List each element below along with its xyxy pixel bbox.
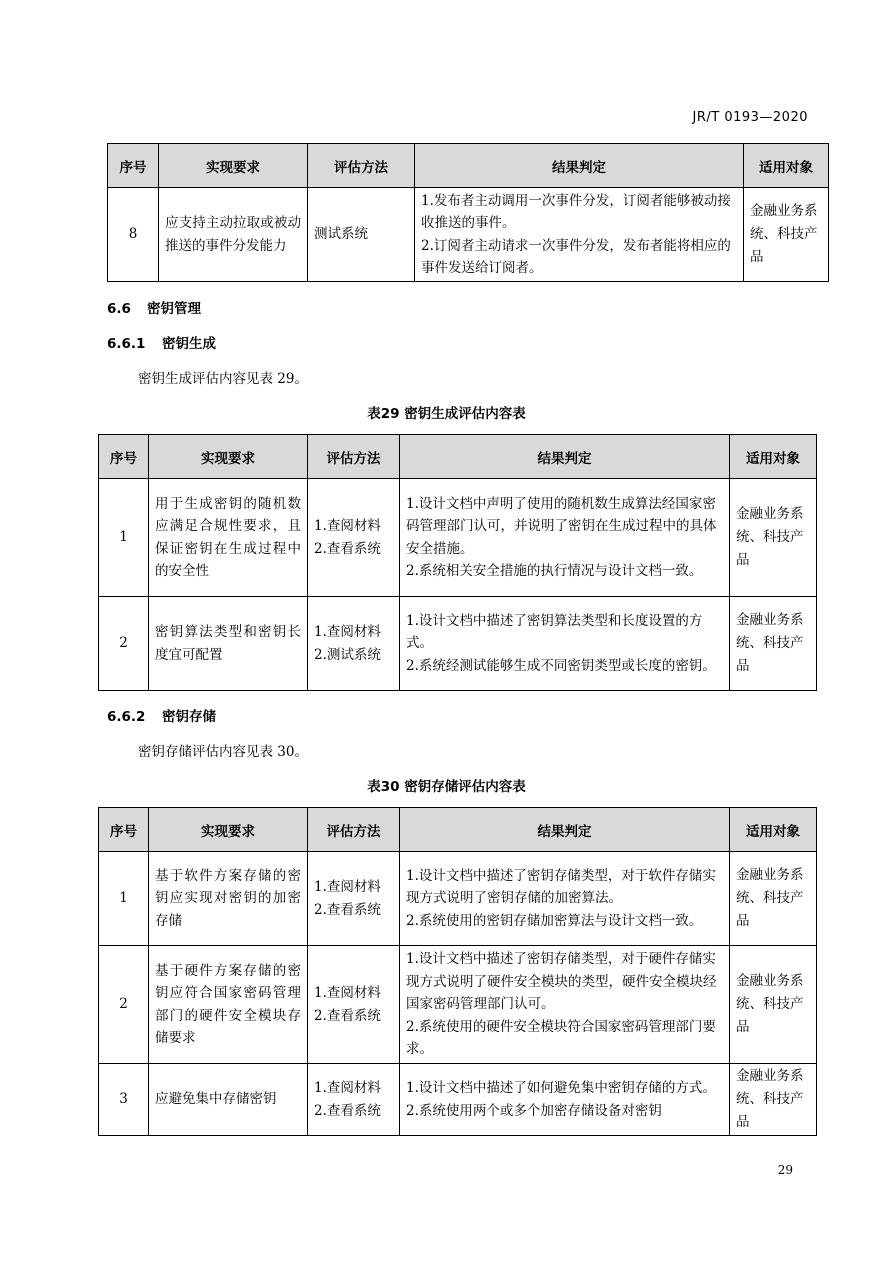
section-heading-6-6-2 <box>107 705 216 725</box>
result-cell <box>415 188 744 282</box>
column-header: 序号 <box>99 808 149 852</box>
section-number: 6.6 <box>107 301 131 317</box>
column-header: 实现要求 <box>149 808 308 852</box>
column-header: 评估方法 <box>308 144 415 188</box>
table-row <box>108 188 829 282</box>
requirement-cell: 用于生成密钥的随机数应满足合规性要求，且保证密钥在生成过程中的安全性 <box>149 479 308 597</box>
result-cell <box>400 1064 730 1136</box>
table-29 <box>98 434 817 691</box>
section-number: 6.6.1 <box>107 336 146 352</box>
method-line: 1.查阅材料 <box>314 518 381 534</box>
table-row <box>99 946 817 1064</box>
method-line: 1.查阅材料 <box>314 879 381 895</box>
row-number: 1 <box>99 479 149 597</box>
target-cell: 金融业务系统、科技产品 <box>730 597 817 691</box>
result-cell <box>400 597 730 691</box>
target-cell: 金融业务系统、科技产品 <box>730 852 817 946</box>
column-header: 评估方法 <box>308 808 400 852</box>
column-header: 序号 <box>99 435 149 479</box>
result-line: 1.设计文档中描述了密钥算法类型和长度设置的方式。 <box>406 612 703 652</box>
requirement-cell: 密钥算法类型和密钥长度宜可配置 <box>149 597 308 691</box>
table-continued <box>107 143 829 282</box>
row-number: 3 <box>99 1064 149 1136</box>
method-cell <box>308 852 400 946</box>
method-line: 1.查阅材料 <box>314 624 381 640</box>
section-number: 6.6.2 <box>107 709 146 725</box>
requirement-cell: 应避免集中存储密钥 <box>149 1064 308 1136</box>
column-header: 评估方法 <box>308 435 400 479</box>
target-cell: 金融业务系统、科技产品 <box>744 188 829 282</box>
method-cell <box>308 1064 400 1136</box>
column-header: 结果判定 <box>400 435 730 479</box>
result-cell <box>400 946 730 1064</box>
section-title: 密钥存储 <box>162 709 216 725</box>
method-cell <box>308 188 415 282</box>
requirement-cell: 基于硬件方案存储的密钥应符合国家密码管理部门的硬件安全模块存储要求 <box>149 946 308 1064</box>
method-cell <box>308 597 400 691</box>
method-line: 2.查看系统 <box>314 1007 381 1024</box>
method-line: 1.查阅材料 <box>314 1080 381 1096</box>
result-line: 1.设计文档中描述了密钥存储类型，对于硬件存储实现方式说明了硬件安全模块的类型，硬件安全模块经国家密码管理部门认可。 <box>406 951 717 1013</box>
table-row <box>99 597 817 691</box>
method-cell <box>308 946 400 1064</box>
column-header: 结果判定 <box>400 808 730 852</box>
section-heading-6-6-1 <box>107 332 216 352</box>
target-cell: 金融业务系统、科技产品 <box>730 1064 817 1136</box>
result-line: 2.系统经测试能够生成不同密钥类型或长度的密钥。 <box>406 657 716 674</box>
column-header: 结果判定 <box>415 144 744 188</box>
requirement-cell: 应支持主动拉取或被动推送的事件分发能力 <box>159 188 308 282</box>
row-number: 2 <box>99 946 149 1064</box>
result-line: 2.订阅者主动请求一次事件分发，发布者能将相应的事件发送给订阅者。 <box>421 237 731 276</box>
result-line: 2.系统使用的硬件安全模块符合国家密码管理部门要求。 <box>406 1018 716 1058</box>
method-line: 2.查看系统 <box>314 540 381 557</box>
target-cell: 金融业务系统、科技产品 <box>730 946 817 1064</box>
table-caption-30: 表30 密钥存储评估内容表 <box>367 779 526 795</box>
section-title: 密钥生成 <box>162 336 216 352</box>
page-number: 29 <box>777 1163 793 1177</box>
section-heading-6-6 <box>107 297 201 317</box>
row-number: 8 <box>108 188 159 282</box>
method-line: 2.查看系统 <box>314 901 381 918</box>
method-line: 2.查看系统 <box>314 1102 381 1119</box>
table-30 <box>98 807 817 1136</box>
table-row <box>99 479 817 597</box>
column-header: 适用对象 <box>730 435 817 479</box>
table-header-row <box>108 144 829 188</box>
result-line: 2.系统相关安全措施的执行情况与设计文档一致。 <box>406 563 703 579</box>
result-line: 1.设计文档中描述了如何避免集中密钥存储的方式。 <box>406 1080 716 1096</box>
column-header: 实现要求 <box>159 144 308 188</box>
requirement-cell: 基于软件方案存储的密钥应实现对密钥的加密存储 <box>149 852 308 946</box>
column-header: 适用对象 <box>730 808 817 852</box>
method-line: 2.测试系统 <box>314 646 381 663</box>
method-line: 测试系统 <box>314 226 368 243</box>
column-header: 实现要求 <box>149 435 308 479</box>
result-line: 2.系统使用的密钥存储加密算法与设计文档一致。 <box>406 912 703 929</box>
result-line: 1.设计文档中声明了使用的随机数生成算法经国家密码管理部门认可，并说明了密钥在生成过程中的具体安全措施。 <box>406 495 717 557</box>
target-cell: 金融业务系统、科技产品 <box>730 479 817 597</box>
table-header-row <box>99 435 817 479</box>
table-header-row <box>99 808 817 852</box>
method-line: 1.查阅材料 <box>314 985 381 1001</box>
table-row <box>99 1064 817 1136</box>
method-cell <box>308 479 400 597</box>
result-line: 2.系统使用两个或多个加密存储设备对密钥 <box>406 1102 662 1119</box>
result-line: 1.设计文档中描述了密钥存储类型，对于软件存储实现方式说明了密钥存储的加密算法。 <box>406 867 716 907</box>
result-line: 1.发布者主动调用一次事件分发，订阅者能够被动接收推送的事件。 <box>421 192 731 231</box>
result-cell <box>400 852 730 946</box>
table-caption-29: 表29 密钥生成评估内容表 <box>367 406 526 422</box>
table-row <box>99 852 817 946</box>
paragraph: 密钥存储评估内容见表 30。 <box>138 744 308 760</box>
column-header: 序号 <box>108 144 159 188</box>
row-number: 2 <box>99 597 149 691</box>
row-number: 1 <box>99 852 149 946</box>
column-header: 适用对象 <box>744 144 829 188</box>
paragraph: 密钥生成评估内容见表 29。 <box>138 371 308 387</box>
page-header: JR/T 0193—2020 <box>692 110 808 125</box>
section-title: 密钥管理 <box>147 301 201 317</box>
result-cell <box>400 479 730 597</box>
